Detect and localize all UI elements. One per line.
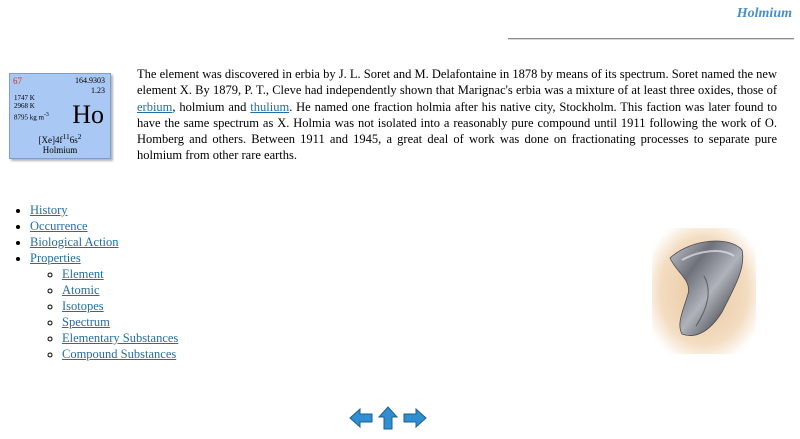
element-link[interactable]: Element: [62, 267, 104, 281]
density-value: 8795 kg m: [14, 113, 44, 122]
electronegativity: 1.23: [91, 86, 105, 95]
spectrum-link[interactable]: Spectrum: [62, 315, 110, 329]
up-arrow-icon[interactable]: [375, 405, 401, 431]
element-tile: [9, 73, 111, 159]
isotopes-link[interactable]: Isotopes: [62, 299, 104, 313]
table-of-contents: [12, 202, 178, 362]
boiling-point: 2968 K: [14, 102, 35, 110]
config-prefix: [Xe]4f: [38, 135, 63, 145]
toc-item-isotopes: [62, 298, 178, 314]
intro-text-3: . He named one fraction holmia after his native city, Stockholm. This faction was later found to have the same spectrum as X. Holmia was not isolated into a reasonably pure compound until 1911 following the work of O. Homberg and others. Between 1911 and 1945, a great deal of work was done on fractionating processes to separate pure holmium from other rare earths.: [137, 99, 777, 163]
erbium-link[interactable]: erbium: [137, 99, 173, 114]
element-symbol: Ho: [72, 100, 104, 129]
toc-item-elementary-substances: [62, 330, 178, 346]
toc-item-properties: [30, 250, 178, 362]
config-s-count: 2: [77, 132, 82, 141]
toc-item-spectrum: [62, 314, 178, 330]
toc-item-biological-action: [30, 234, 178, 250]
left-arrow-icon[interactable]: [348, 405, 374, 431]
toc-item-atomic: [62, 282, 178, 298]
melting-point: 1747 K: [14, 94, 35, 102]
toc-item-history: [30, 202, 178, 218]
history-link[interactable]: History: [30, 203, 68, 217]
electron-configuration: [10, 132, 110, 145]
intro-text-2: , holmium and: [172, 99, 251, 114]
navigation-arrows: [348, 405, 428, 431]
toc-item-occurrence: [30, 218, 178, 234]
occurrence-link[interactable]: Occurrence: [30, 219, 88, 233]
biological-action-link[interactable]: Biological Action: [30, 235, 119, 249]
properties-sublist: [30, 266, 178, 362]
density-exponent: -3: [43, 112, 49, 118]
properties-link[interactable]: Properties: [30, 251, 81, 265]
title-divider: [508, 38, 794, 40]
intro-text-1: The element was discovered in erbia by J. L. Soret and M. Delafontaine in 1878 by means of its spectrum. Soret named the new element X. By 1879, P. T., Cleve had independently shown that Marignac's erbia was a mixture of at least three oxides, those of: [137, 67, 777, 98]
page-title: Holmium: [736, 6, 792, 21]
elementary-substances-link[interactable]: Elementary Substances: [62, 331, 179, 345]
toc-item-compound-substances: [62, 346, 178, 362]
config-mid: 6s: [69, 135, 78, 145]
atomic-mass: 164.9303: [75, 76, 105, 85]
atomic-number: 67: [13, 76, 22, 86]
toc-item-element: [62, 266, 178, 282]
holmium-sample-photo: [652, 228, 756, 354]
right-arrow-icon[interactable]: [402, 405, 428, 431]
element-name: Holmium: [42, 145, 78, 155]
density: [14, 112, 49, 121]
atomic-link[interactable]: Atomic: [62, 283, 100, 297]
config-f-count: 11: [62, 132, 70, 141]
compound-substances-link[interactable]: Compound Substances: [62, 347, 177, 361]
intro-paragraph: [137, 66, 777, 164]
thulium-link[interactable]: thulium: [250, 99, 290, 114]
